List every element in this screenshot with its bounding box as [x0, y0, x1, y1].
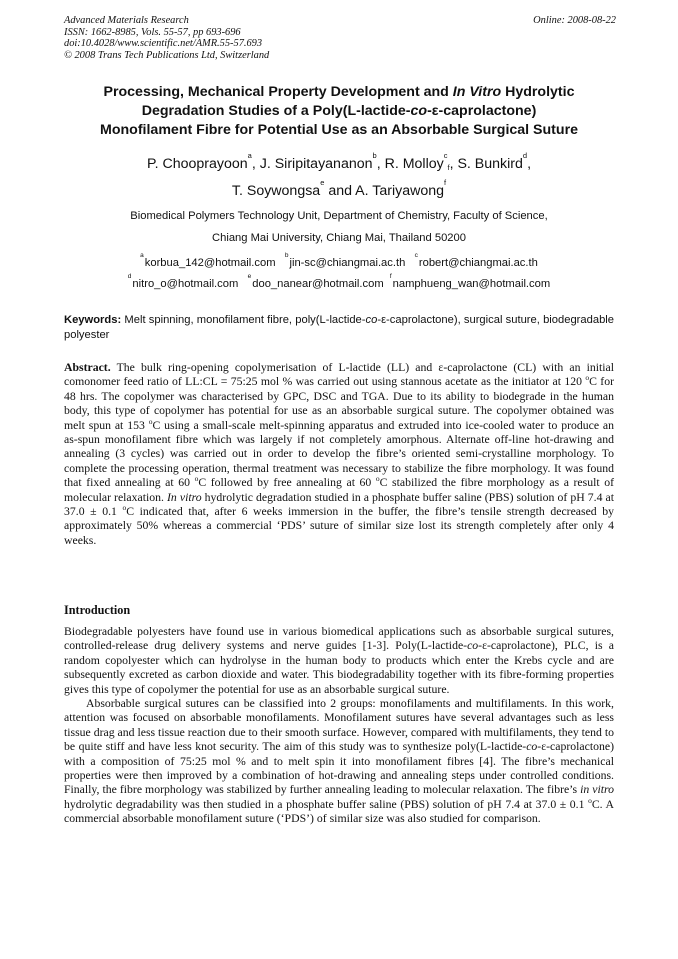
paragraph: Absorbable surgical sutures can be classified into 2 groups: monofilaments and multifilaments. In this work, attention was focused on absorbable monofilaments. Monofilament sutures have several advantages such as less tissue drag and less tissue reaction due to their smooth surface. However, compared with multifilaments, they tend to be quite stiff and have less knot security. The aim of this study was to synthesize poly(L-lactide-co-ε-caprolactone) with a composition of 75:25 mol % and to melt spin it into monofilament fibres [4]. The fibre’s mechanical properties were then improved by a combination of hot-drawing and annealing steps under controlled conditions. Finally, the fibre morphology was stabilized by further annealing leading to molecular relaxation. The fibre’s in vitro hydrolytic degradability was then studied in a phosphate buffer saline (PBS) solution of pH 7.4 at 37.0 ± 0.1 $^o$C. A commercial absorbable monofilament suture (‘PDS’) of similar size was also studied for comparison.: [64, 697, 614, 826]
email-address: jin-sc@chiangmai.ac.th: [289, 257, 406, 269]
email-address: robert@chiangmai.ac.th: [418, 257, 538, 269]
author-name: R. Molloy: [384, 156, 444, 172]
email-address: namphueng_wan@hotmail.com: [392, 278, 551, 290]
paper-title: [40, 83, 638, 140]
title-line-1: Processing, Mechanical Property Development and In Vitro Hydrolytic: [103, 84, 575, 100]
title-line-3: Monofilament Fibre for Potential Use as an Absorbable Surgical Suture: [100, 122, 578, 138]
author-mark: b: [372, 151, 377, 160]
section-heading-introduction: Introduction: [64, 603, 131, 617]
paragraph: Biodegradable polyesters have found use in various biomedical applications such as absorbable surgical sutures, controlled-release drug delivery systems and nerve guides [1-3]. Poly(L-lactide-co-ε-caprolactone), PLC, is a random copolyester which can hydrolyse in the human body to products which enter the Krebs cycle and are subsequently excreted as carbon dioxide and water. This biodegradability together with its fibre-forming properties gives this type of copolymer the potential for use as an absorbable surgical suture.: [64, 625, 614, 696]
author-mark: f: [444, 178, 447, 187]
doi-line: doi:10.4028/www.scientific.net/AMR.55-57.693: [64, 38, 263, 50]
author-mark: a: [247, 151, 252, 160]
author-name: P. Chooprayoon: [146, 156, 248, 172]
copyright-line: © 2008 Trans Tech Publications Ltd, Switzerland: [64, 49, 270, 61]
author-name: A. Tariyawong: [355, 183, 445, 199]
keywords: Keywords: Melt spinning, monofilament fibre, poly(L-lactide-co-ε-caprolactone), surgical suture, biodegradable polyester: [64, 314, 615, 341]
online-date: Online: 2008-08-22: [533, 15, 616, 26]
author-mark: d: [522, 151, 528, 160]
abstract-label: Abstract.: [64, 361, 111, 374]
journal-name: Advanced Materials Research: [64, 15, 189, 26]
email-line-1: $^a$korbua_142@hotmail.com $^b$jin-sc@chiangmai.ac.th $^c$robert@chiangmai.ac.th: [140, 252, 538, 269]
author-list: [40, 151, 638, 205]
introduction-body: [64, 625, 614, 827]
email-address: doo_nanear@hotmail.com: [252, 278, 384, 290]
author-line-1: P. Chooprayoon$^a$, J. Siripitayananon$^b$, R. Molloy$^c_f$, S. Bunkird$^d$,: [146, 151, 532, 172]
author-name: T. Soywongsa: [231, 183, 321, 199]
journal-header: [64, 15, 616, 61]
title-line-2: Degradation Studies of a Poly(L-lactide-co-ε-caprolactone): [141, 103, 537, 119]
issn-line: ISSN: 1662-8985, Vols. 55-57, pp 693-696: [64, 26, 241, 38]
author-name: J. Siripitayananon: [259, 156, 373, 172]
abstract: Abstract. The bulk ring-opening copolymerisation of L-lactide (LL) and ε-caprolactone (CL) with an initial comonomer feed ratio of LL:CL = 75:25 mol % was carried out using stannous acetate as the initiator at 120 $^o$C for 48 hrs. The copolymer was characterised by GPC, DSC and TGA. Due to its ability to biodegrade in the human body, this type of copolymer has potential for use as an absorbable surgical suture. The copolymer obtained was melt spun at 153 $^o$C using a small-scale melt-spinning apparatus and extruded into ice-cooled water to produce an as-spun monofilament fibre which was largely if not completely amorphous. Alternate off-line hot-drawing and annealing (3 cycles) was carried out in order to develop the fibre’s oriented semi-crystalline morphology. To complete the processing operation, thermal treatment was necessary to stabilize the fibre morphology. It was found that fixed annealing at 60 $^o$C followed by free annealing at 60 $^o$C stabilized the fibre morphology as a result of molecular relaxation. In vitro hydrolytic degradation studied in a phosphate buffer saline (PBS) solution of pH 7.4 at 37.0 ± 0.1 $^o$C indicated that, after 6 weeks immersion in the buffer, the fibre’s tensile strength decreased by approximately 50% whereas a commercial ‘PDS’ suture of similar size lost its strength completely after only 4 weeks.: [64, 361, 615, 547]
author-mark: c: [443, 151, 448, 160]
email-line-2: $^d$nitro_o@hotmail.com $^e$doo_nanear@hotmail.com $^f$namphueng_wan@hotmail.com: [127, 273, 551, 290]
author-name: S. Bunkird: [457, 156, 523, 172]
keywords-label: Keywords:: [64, 314, 122, 326]
author-line-2: T. Soywongsa$^e$ and A. Tariyawong$^f$: [231, 178, 447, 199]
affiliation: Biomedical Polymers Technology Unit, Department of Chemistry, Faculty of Science, Chiang Mai University, Chiang Mai, Thailand 50200: [130, 210, 548, 244]
email-list: [40, 253, 638, 295]
email-address: nitro_o@hotmail.com: [132, 278, 239, 290]
author-mark: e: [320, 178, 325, 187]
author-submark: f: [447, 163, 450, 172]
email-address: korbua_142@hotmail.com: [144, 257, 276, 269]
